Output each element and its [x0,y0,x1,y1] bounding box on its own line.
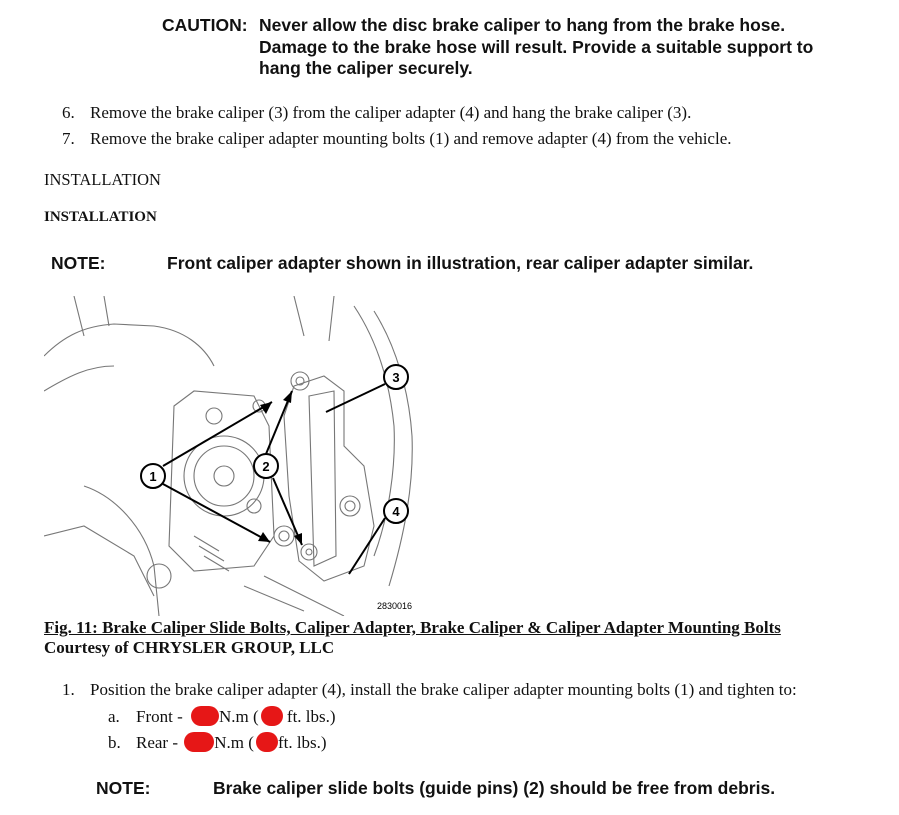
callout-4-arrow [349,518,385,574]
installation-heading: INSTALLATION [44,170,161,189]
arrowhead [283,391,292,403]
note-label: NOTE: [96,778,151,798]
torque-label: Front - [136,707,183,726]
step-number: 7. [62,129,75,148]
figure-caption: Fig. 11: Brake Caliper Slide Bolts, Caliper Adapter, Brake Caliper & Caliper Adapter Mounting Bolts [44,618,781,637]
note-text: Front caliper adapter shown in illustration, rear caliper adapter similar. [167,253,754,273]
callout-2-label: 2 [262,459,270,474]
callout-3-label: 3 [392,370,400,385]
step-text: Position the brake caliper adapter (4), install the brake caliper adapter mounting bolts (1) and tighten to: [90,680,797,699]
torque-unit-nm: N.m ( [219,707,259,726]
callout-3-arrow [326,384,385,412]
redacted-value [191,706,219,726]
illustration-svg [44,296,424,616]
note-text: Brake caliper slide bolts (guide pins) (2) should be free from debris. [213,778,776,798]
figure-credit: Courtesy of CHRYSLER GROUP, LLC [44,638,335,657]
caution-line: Damage to the brake hose will result. Provide a suitable support to [259,36,814,57]
callout-1-label: 1 [149,469,157,484]
step-6 [62,103,691,123]
step-text: Remove the brake caliper (3) from the caliper adapter (4) and hang the brake caliper (3). [90,103,692,122]
torque-front [108,706,336,727]
torque-unit-ftlbs: ft. lbs.) [277,733,327,752]
step-number: 1. [62,680,75,699]
installation-subheading: INSTALLATION [44,209,157,225]
caution-line: Never allow the disc brake caliper to hang from the brake hose. [259,15,786,35]
torque-unit-nm: N.m ( [214,733,254,752]
redacted-value [256,732,278,752]
step-7 [62,129,732,149]
torque-label: Rear - [136,733,179,752]
note-label: NOTE: [51,253,106,273]
step-number: 6. [62,103,75,122]
step-text: Remove the brake caliper adapter mounting bolts (1) and remove adapter (4) from the vehicle. [90,129,732,148]
caution-text [259,15,859,80]
redacted-value [184,732,214,752]
caution-label: CAUTION: [162,15,248,35]
figure-id-code: 2830016 [377,601,413,611]
sub-letter: a. [108,707,120,726]
redacted-value [261,706,283,726]
callout-4-label: 4 [392,504,400,519]
torque-rear [108,732,327,753]
caution-line: hang the caliper securely. [259,58,473,78]
callout-1-arrow-top [163,402,272,466]
sub-letter: b. [108,733,121,752]
brake-caliper-illustration [44,296,424,616]
torque-unit-ftlbs: ft. lbs.) [286,707,336,726]
install-step-1 [62,680,797,700]
